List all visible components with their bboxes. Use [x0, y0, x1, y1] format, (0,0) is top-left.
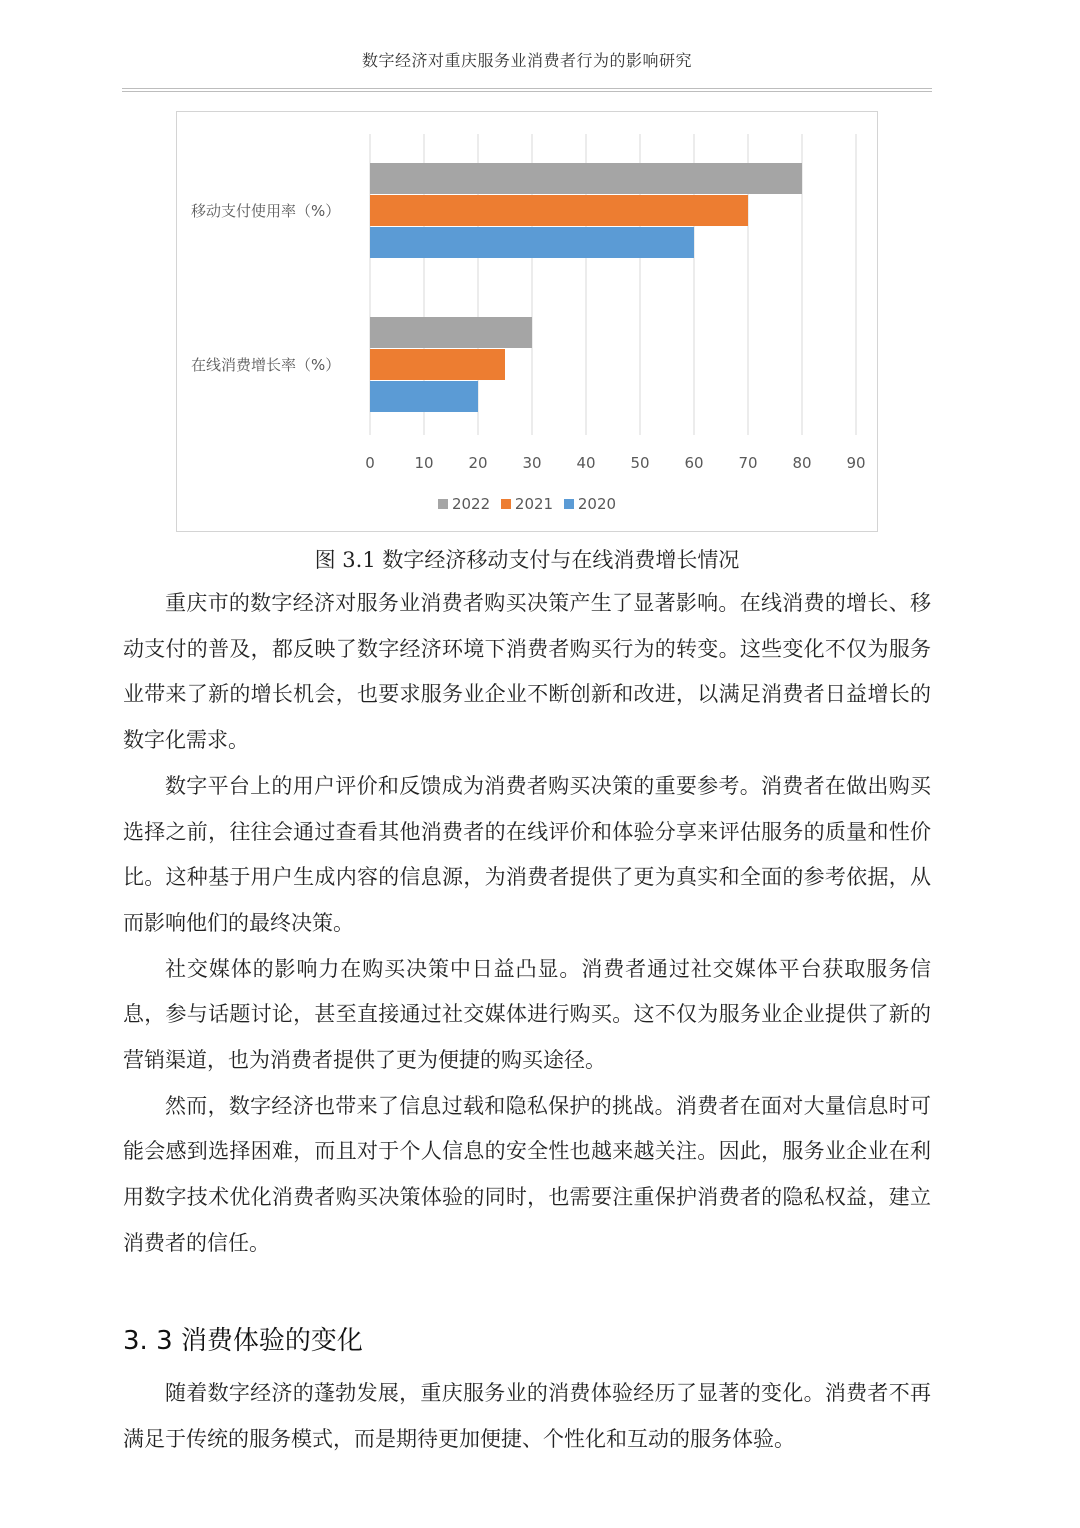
legend-item-2021	[501, 495, 553, 513]
header-rule	[122, 88, 932, 92]
page-header: 数字经济对重庆服务业消费者行为的影响研究	[361, 51, 692, 70]
body-text-section	[123, 1371, 931, 1462]
bar-2020-1	[370, 381, 478, 412]
legend-item-2022	[438, 495, 490, 513]
bar-2021-1	[370, 349, 505, 380]
x-tick-label: 60	[684, 454, 704, 472]
x-tick-label: 70	[738, 454, 758, 472]
category-label-online-consumption: 在线消费增长率（%）	[191, 356, 341, 374]
x-tick-label: 30	[522, 454, 542, 472]
x-tick-label: 90	[846, 454, 866, 472]
legend-swatch-2020	[564, 499, 574, 509]
legend-label-2021: 2021	[514, 495, 554, 513]
paragraph: 社交媒体的影响力在购买决策中日益凸显。消费者通过社交媒体平台获取服务信息，参与话题讨论，甚至直接通过社交媒体进行购买。这不仅为服务业企业提供了新的营销渠道，也为消费者提供了更为便捷的购买途径。	[123, 956, 931, 1073]
section-heading: 3. 3 消费体验的变化	[123, 1326, 363, 1356]
bar-2022-1	[370, 317, 532, 348]
paragraph: 然而，数字经济也带来了信息过载和隐私保护的挑战。消费者在面对大量信息时可能会感到选择困难，而且对于个人信息的安全性也越来越关注。因此，服务业企业在利用数字技术优化消费者购买决策体验的同时，也需要注重保护消费者的隐私权益，建立消费者的信任。	[123, 1093, 931, 1255]
chart-legend	[177, 495, 877, 513]
paragraph: 数字平台上的用户评价和反馈成为消费者购买决策的重要参考。消费者在做出购买选择之前，往往会通过查看其他消费者的在线评价和体验分享来评估服务的质量和性价比。这种基于用户生成内容的信息源，为消费者提供了更为真实和全面的参考依据，从而影响他们的最终决策。	[123, 773, 931, 935]
x-tick-label: 20	[468, 454, 488, 472]
x-tick-label: 80	[792, 454, 812, 472]
legend-item-2020	[564, 495, 616, 513]
body-text-top	[123, 581, 931, 1267]
bar-2021-0	[370, 195, 748, 226]
bar-chart	[176, 111, 878, 532]
legend-label-2022: 2022	[451, 495, 491, 513]
paragraph: 随着数字经济的蓬勃发展，重庆服务业的消费体验经历了显著的变化。消费者不再满足于传统的服务模式，而是期待更加便捷、个性化和互动的服务体验。	[123, 1381, 931, 1451]
x-tick-label: 10	[414, 454, 434, 472]
legend-label-2020: 2020	[577, 495, 617, 513]
legend-swatch-2022	[438, 499, 448, 509]
legend-swatch-2021	[501, 499, 511, 509]
x-tick-label: 0	[365, 454, 375, 472]
bar-2020-0	[370, 227, 694, 258]
bar-2022-0	[370, 163, 802, 194]
x-tick-label: 50	[630, 454, 650, 472]
figure-caption: 图 3.1 数字经济移动支付与在线消费增长情况	[314, 548, 740, 572]
paragraph: 重庆市的数字经济对服务业消费者购买决策产生了显著影响。在线消费的增长、移动支付的普及，都反映了数字经济环境下消费者购买行为的转变。这些变化不仅为服务业带来了新的增长机会，也要求服务业企业不断创新和改进，以满足消费者日益增长的数字化需求。	[123, 591, 931, 753]
x-tick-label: 40	[576, 454, 596, 472]
category-label-mobile-payment: 移动支付使用率（%）	[191, 202, 341, 220]
